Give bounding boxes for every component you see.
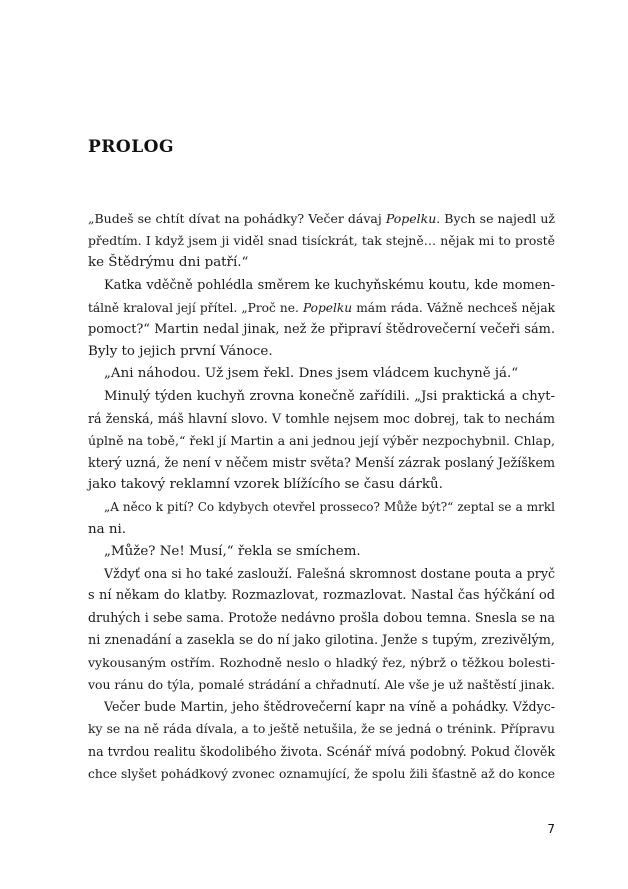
text-line: úplně na tobě,“ řekl jí Martin a ani jednou její výběr nezpochybnil. Chlap, <box>88 432 555 448</box>
text-line: Minulý týden kuchyň zrovna konečně zařídili. „Jsi praktická a chyt- <box>104 388 555 404</box>
text-line: Večer bude Martin, jeho štědrovečerní kapr na víně a pohádky. Vždyc- <box>104 699 555 715</box>
text-line: který uzná, že není v něčem mistr světa? Menší zázrak poslaný Ježíškem <box>88 455 555 471</box>
text-line: „A něco k pití? Co kdybych otevřel prosseco? Může být?“ zeptal se a mrkl <box>104 500 555 515</box>
text-line: ni znenadání a zasekla se do ní jako gilotina. Jenže s tupým, zrezivělým, <box>88 632 555 648</box>
text-line: ke Štědrýmu dni patří.“ <box>88 255 249 271</box>
text-line: tálně kraloval její přítel. „Proč ne. Popelku mám ráda. Vážně nechceš nějak <box>88 300 555 315</box>
text-line: rá ženská, máš hlavní slovo. V tomhle nejsem moc dobrej, tak to nechám <box>88 410 555 426</box>
text-line: s ní někam do klatby. Rozmazlovat, rozmazlovat. Nastal čas hýčkání od <box>88 588 555 604</box>
text-line: Vždyť ona si ho také zaslouží. Falešná skromnost dostane pouta a pryč <box>104 566 555 581</box>
text-line: Katka vděčně pohlédla směrem ke kuchyňskému koutu, kde momen- <box>104 277 555 293</box>
text-line: předtím. I když jsem ji viděl snad tisíckrát, tak stejně… nějak mi to prostě <box>88 233 555 249</box>
text-line: ky se na ně ráda dívala, a to ještě netušila, že se jedná o trénink. Přípravu <box>88 721 555 737</box>
text-line: jako takový reklamní vzorek blížícího se času dárků. <box>88 477 443 493</box>
text-line: „Budeš se chtít dívat na pohádky? Večer dávaj Popelku. Bych se najedl už <box>88 211 555 226</box>
page-number: 7 <box>547 822 555 836</box>
text-line: „Může? Ne! Musí,“ řekla se smíchem. <box>104 543 361 559</box>
text-line: chce slyšet pohádkový zvonec oznamující, že spolu žili šťastně až do konce <box>88 766 555 781</box>
text-line: vykousaným ostřím. Rozhodně neslo o hladký řez, nýbrž o těžkou bolesti- <box>88 654 555 670</box>
chapter-title: PROLOG <box>88 137 174 157</box>
text-line: druhých i sebe sama. Protože nedávno prošla dobou temna. Snesla se na <box>88 610 555 626</box>
text-line: na tvrdou realitu škodolibého života. Scénář mívá podobný. Pokud člověk <box>88 743 555 759</box>
text-line: Byly to jejich první Vánoce. <box>88 344 273 360</box>
text-line: „Ani náhodou. Už jsem řekl. Dnes jsem vládcem kuchyně já.“ <box>104 366 519 382</box>
text-line: pomoct?“ Martin nedal jinak, než že připraví štědrovečerní večeři sám. <box>88 321 555 337</box>
body-text <box>88 208 555 785</box>
text-line: na ni. <box>88 521 127 537</box>
text-line: vou ránu do týla, pomalé strádání a chřadnutí. Ale vše je už naštěstí jinak. <box>88 676 555 692</box>
